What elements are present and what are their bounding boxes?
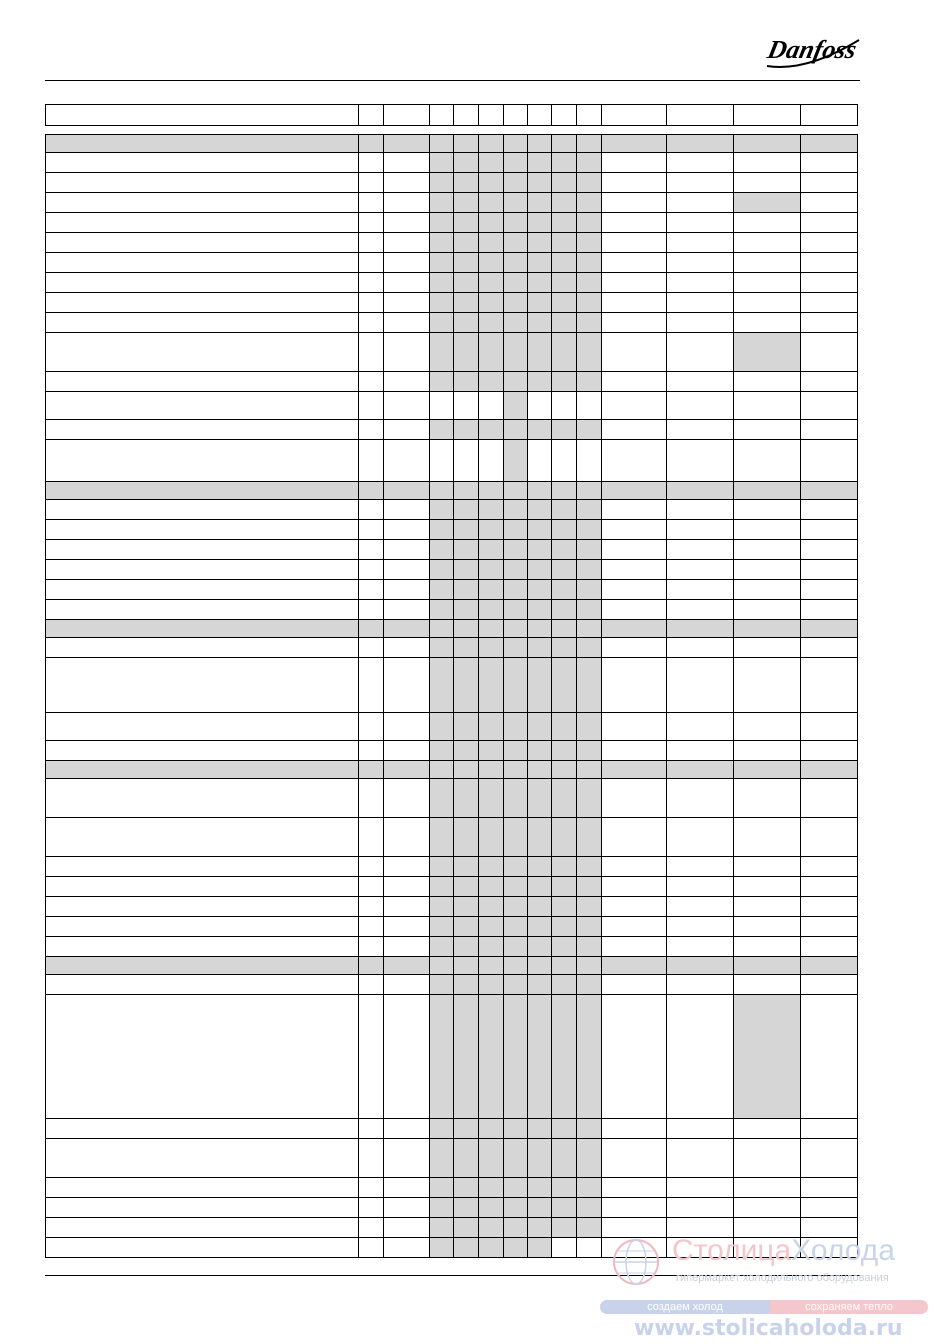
table-row [46, 440, 858, 482]
section-row [46, 482, 858, 500]
table-row [46, 233, 858, 253]
table-row [46, 1139, 858, 1178]
table-row [46, 995, 858, 1119]
watermark [600, 1232, 945, 1342]
table-row [46, 540, 858, 560]
watermark-tag-right: сохраняем тепло [770, 1300, 928, 1314]
section-row [46, 761, 858, 779]
watermark-title [672, 1234, 895, 1268]
table-row [46, 153, 858, 173]
table-row [46, 333, 858, 372]
table-row [46, 917, 858, 937]
table-row [46, 173, 858, 193]
svg-text:Danfoss: Danfoss [764, 35, 860, 64]
table-row [46, 392, 858, 420]
table-row [46, 273, 858, 293]
table-row [46, 713, 858, 741]
table-row [46, 975, 858, 995]
table-row [46, 520, 858, 540]
table-row [46, 560, 858, 580]
table-row [46, 857, 858, 877]
table-row [46, 1198, 858, 1218]
table-header-row [46, 105, 858, 126]
table-row [46, 213, 858, 233]
watermark-title-part1: Столица [672, 1234, 792, 1267]
table-row [46, 253, 858, 273]
table-row [46, 818, 858, 857]
watermark-url: www.stolicaholoda.ru [634, 1316, 903, 1341]
globe-icon [610, 1236, 662, 1288]
table-row [46, 779, 858, 818]
table-row [46, 638, 858, 658]
watermark-tag-left: создаем холод [600, 1300, 770, 1314]
table-row [46, 420, 858, 440]
table-row [46, 897, 858, 917]
danfoss-logo [763, 26, 863, 74]
spec-table [45, 104, 860, 1258]
table-row [46, 193, 858, 213]
watermark-title-part2: Холода [791, 1234, 895, 1267]
watermark-subtitle: гипермаркет холодильного оборудования [676, 1272, 889, 1284]
table-row [46, 372, 858, 392]
table-row [46, 1119, 858, 1139]
table-row [46, 741, 858, 761]
table-row [46, 293, 858, 313]
section-row [46, 620, 858, 638]
table-row [46, 658, 858, 713]
table-row [46, 877, 858, 897]
section-row [46, 957, 858, 975]
page-header [0, 0, 950, 84]
table-row [46, 1178, 858, 1198]
table-row [46, 937, 858, 957]
table-row [46, 500, 858, 520]
table-row [46, 313, 858, 333]
header-rule [45, 80, 860, 81]
table-row [46, 600, 858, 620]
table-row [46, 580, 858, 600]
section-row [46, 135, 858, 153]
